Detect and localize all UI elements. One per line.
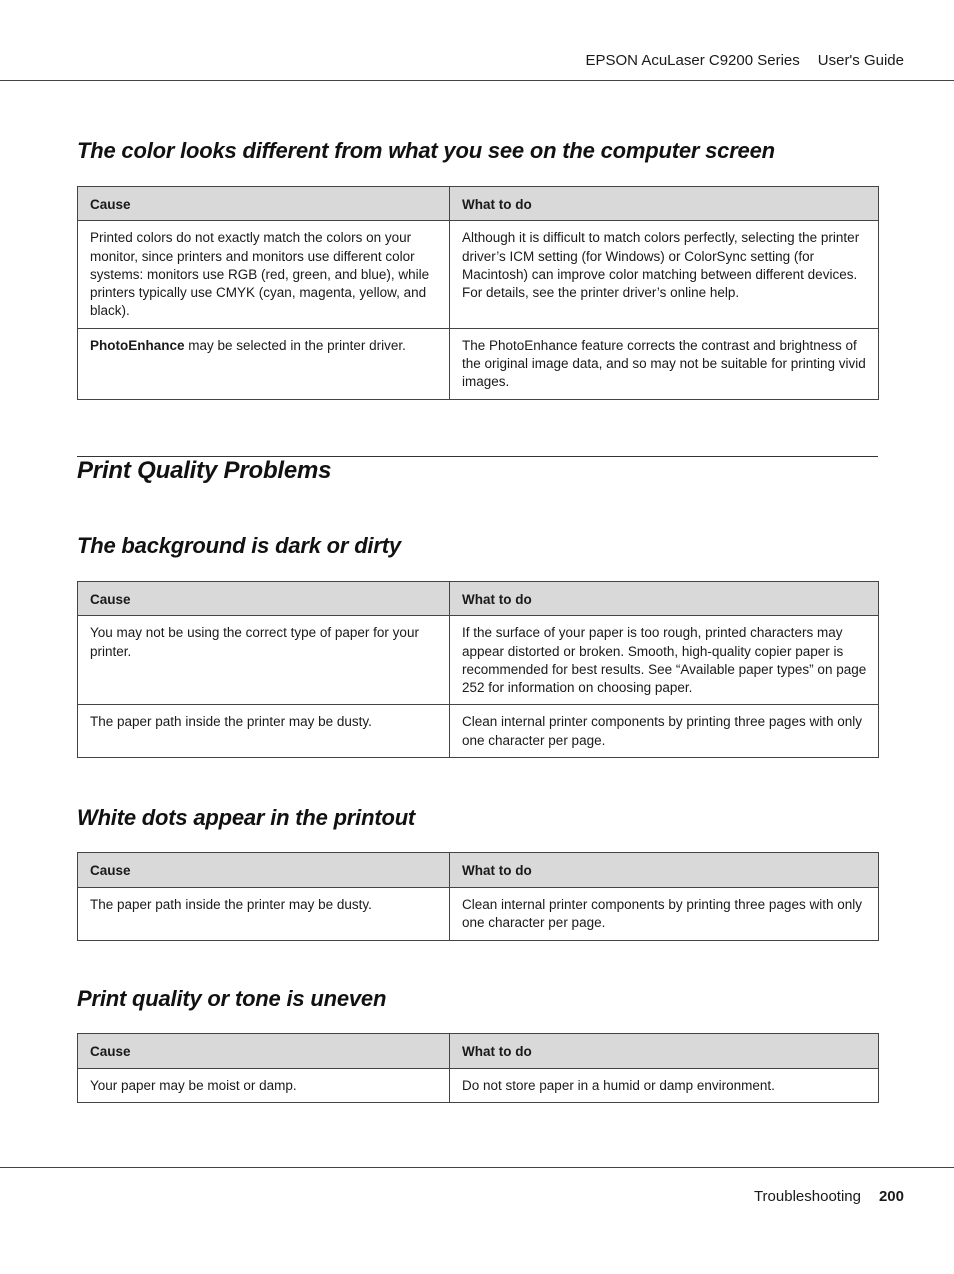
cell-what-to-do: Although it is difficult to match colors perfectly, selecting the printer driver’s ICM setting (for Windows) or ColorSync setting (for Macintosh) can improve color matching between different devices. For details, see the printer driver’s online help. xyxy=(450,221,879,328)
col-header-cause: Cause xyxy=(78,1034,450,1069)
heading-quality-uneven: Print quality or tone is uneven xyxy=(77,986,387,1011)
footer-section: Troubleshooting xyxy=(753,1188,861,1205)
keyword-photoenhance: PhotoEnhance xyxy=(90,337,185,353)
table-background-dark xyxy=(77,581,879,758)
table-row xyxy=(78,616,879,705)
cell-what-to-do: Clean internal printer components by printing three pages with only one character per page. xyxy=(450,705,879,758)
cell-what-to-do: If the surface of your paper is too rough, printed characters may appear distorted or broken. Smooth, high-quality copier paper is recommended for best results. See “Available paper types” on page 252 for information on choosing paper. xyxy=(450,616,879,705)
cell-what-to-do: The PhotoEnhance feature corrects the contrast and brightness of the original image data, and so may not be suitable for printing vivid images. xyxy=(450,328,879,399)
footer-divider xyxy=(0,1167,954,1168)
col-header-what-to-do: What to do xyxy=(450,1034,879,1069)
cell-cause: The paper path inside the printer may be dusty. xyxy=(78,888,450,941)
running-header xyxy=(585,52,904,69)
running-footer xyxy=(754,1188,904,1205)
col-header-cause: Cause xyxy=(78,187,450,221)
col-header-what-to-do: What to do xyxy=(450,187,879,221)
cell-cause-text: may be selected in the printer driver. xyxy=(184,337,406,353)
table-color-different xyxy=(77,186,879,400)
table-row xyxy=(78,888,879,941)
header-divider xyxy=(0,80,954,81)
col-header-cause: Cause xyxy=(78,853,450,888)
table-header-row xyxy=(78,187,879,221)
table-row xyxy=(78,328,879,399)
table-quality-uneven xyxy=(77,1033,879,1103)
header-product: EPSON AcuLaser C9200 Series xyxy=(585,52,800,69)
col-header-cause: Cause xyxy=(78,582,450,616)
cell-cause xyxy=(78,328,450,399)
table-header-row xyxy=(78,853,879,888)
header-guide: User's Guide xyxy=(817,52,904,69)
table-row xyxy=(78,1069,879,1103)
table-header-row xyxy=(78,582,879,616)
heading-color-different: The color looks different from what you see on the computer screen xyxy=(77,138,775,163)
table-row xyxy=(78,221,879,328)
table-row xyxy=(78,705,879,758)
cell-what-to-do: Clean internal printer components by printing three pages with only one character per page. xyxy=(450,888,879,941)
cell-cause: Printed colors do not exactly match the colors on your monitor, since printers and monitors use different color systems: monitors use RGB (red, green, and blue), while printers typically use CMYK (cyan, magenta, yellow, and black). xyxy=(78,221,450,328)
heading-background-dark: The background is dark or dirty xyxy=(77,533,401,558)
table-white-dots xyxy=(77,852,879,941)
cell-cause: You may not be using the correct type of paper for your printer. xyxy=(78,616,450,705)
heading-white-dots: White dots appear in the printout xyxy=(77,805,416,830)
table-header-row xyxy=(78,1034,879,1069)
heading-print-quality-problems: Print Quality Problems xyxy=(77,457,332,484)
cell-cause: The paper path inside the printer may be dusty. xyxy=(78,705,450,758)
cell-cause: Your paper may be moist or damp. xyxy=(78,1069,450,1103)
col-header-what-to-do: What to do xyxy=(450,582,879,616)
col-header-what-to-do: What to do xyxy=(450,853,879,888)
cell-what-to-do: Do not store paper in a humid or damp environment. xyxy=(450,1069,879,1103)
page-number: 200 xyxy=(878,1188,904,1205)
